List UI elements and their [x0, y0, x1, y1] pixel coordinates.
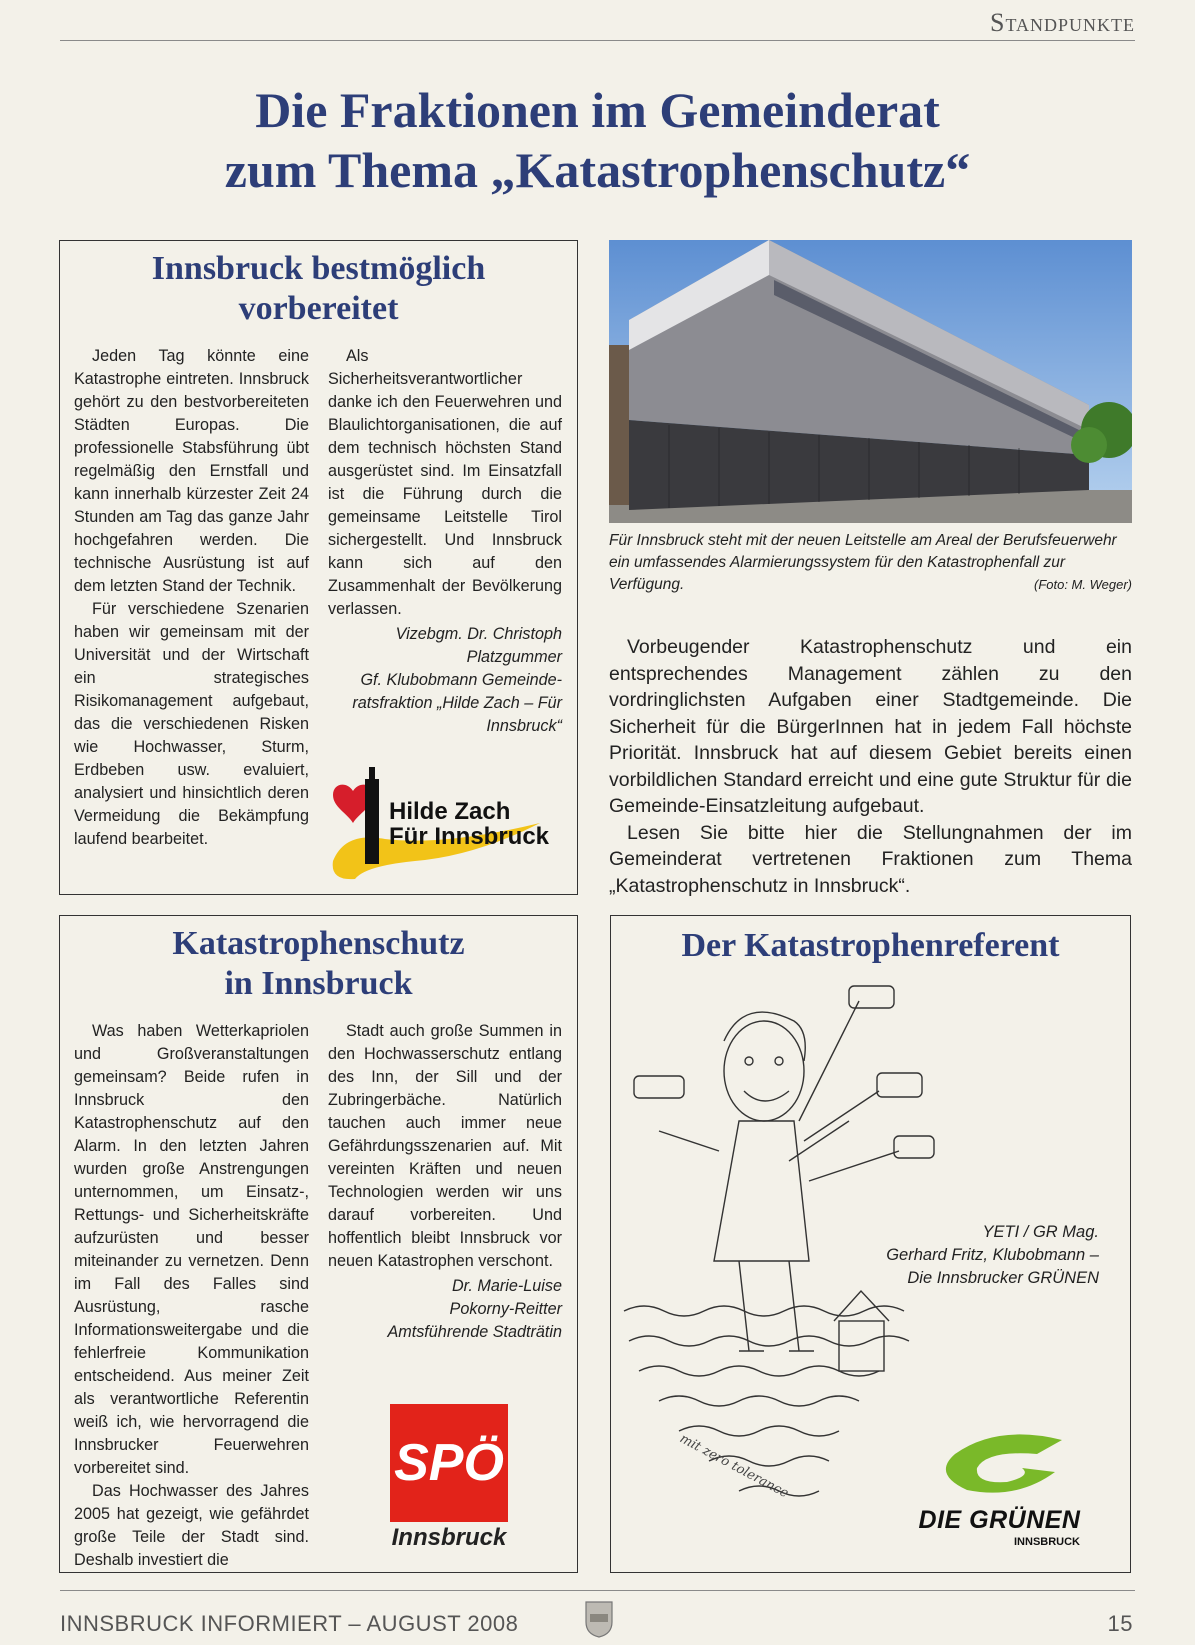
spoe-logo	[390, 1404, 508, 1522]
footer-publication: INNSBRUCK INFORMIERT – AUGUST 2008	[60, 1611, 519, 1636]
signature-line: Vizebgm. Dr. Christoph	[395, 625, 562, 643]
gruene-logo-text: DIE GRÜNEN	[918, 1506, 1081, 1534]
innsbruck-crest-icon	[584, 1600, 614, 1638]
paragraph: Was haben Wetterkapriolen und Großveranstaltungen gemeinsam? Beide rufen in Innsbruck den Katastrophenschutz auf den Alarm. In den letzten Jahren wurden große Anstrengungen unternommen, um Einsatz-, Rettungs- und Sicherheitskräfte aufzurüsten und besser miteinander zu vernetzen. Denn im Fall des Falles sind Ausrüstung, rasche Informationsweitergabe und die fehlerfreie Kommunikation entscheidend. Aus meiner Zeit als verantwortliche Referentin weiß ich, wie hervorragend die Innsbrucker Feuerwehren vorbereitet sind.	[74, 1022, 309, 1477]
credit-line: Die Innsbrucker GRÜNEN	[907, 1269, 1099, 1287]
paragraph: Für verschiedene Szenarien haben wir gemeinsam mit der Universität und der Wirtschaft ein strategisches Risikomanagement aufgebaut, das die verschiedenen Risken wie Hochwasser, Sturm, Erdbeben usw. evaluiert, analysiert und hinsichtlich deren Vermeidung die Bekämpfung laufend bearbeitet.	[74, 600, 309, 848]
box1-column-2	[328, 345, 562, 738]
paragraph: Das Hochwasser des Jahres 2005 hat gezeigt, wie gefährdet große Teile der Stadt sind. Deshalb investiert die	[74, 1482, 309, 1569]
box3-title: Der Katastrophenreferent	[681, 927, 1060, 964]
gruene-logo	[907, 1432, 1092, 1562]
signature-line: Platzgummer	[466, 648, 562, 666]
sketch-caption: mit zero tolerance	[677, 1431, 791, 1502]
signature-line: Gf. Klubobmann Gemeinde-	[360, 671, 562, 689]
fire-station-building-image	[609, 240, 1132, 523]
headline-line-1: Die Fraktionen im Gemeinderat	[255, 82, 940, 138]
paragraph: Jeden Tag könnte eine Katastrophe eintreten. Innsbruck gehört zu den bestvorbereiteten Städten Europas. Die professionelle Stabsführung übt regelmäßig den Ernstfall und kann innerhalb kürzester Zeit 24 Stunden am Tag das ganze Jahr hochgefahren werden. Die technische Ausrüstung ist auf dem letzten Stand der Technik.	[74, 347, 309, 595]
article-box-spoe	[59, 915, 578, 1573]
intro-text	[609, 634, 1132, 899]
footer-rule	[60, 1590, 1135, 1591]
signature-line: ratsfraktion „Hilde Zach – Für	[352, 694, 562, 712]
hilde-zach-logo	[325, 761, 570, 886]
credit-line: YETI / GR Mag.	[982, 1223, 1099, 1241]
photo-credit: (Foto: M. Weger)	[1033, 577, 1132, 592]
header-rule	[60, 40, 1135, 41]
paragraph: Stadt auch große Summen in den Hochwasserschutz entlang des Inn, der Sill und der Zubringerbäche. Natürlich tauchen auch immer neue Gefährdungsszenarien auf. Mit vereinten Kräften und neuen Technologien werden wir uns darauf vorbereiten. Und hoffentlich bleibt Innsbruck vor neuen Katastrophen verschont.	[328, 1022, 562, 1270]
signature-line: Innsbruck“	[486, 717, 562, 735]
box1-column-1	[74, 345, 309, 851]
box2-column-2	[328, 1020, 562, 1344]
signature-line: Amtsführende Stadträtin	[387, 1323, 562, 1341]
footer-page-number: 15	[1107, 1611, 1133, 1636]
signature-line: Dr. Marie-Luise	[451, 1277, 562, 1295]
photo-caption-text: Für Innsbruck steht mit der neuen Leitstelle am Areal der Berufsfeuerwehr ein umfassendes Alarmierungssystem für den Katastrophenfall zur Verfügung.	[609, 532, 1117, 593]
box3-credit	[841, 1221, 1099, 1290]
box2-signature	[328, 1275, 562, 1344]
section-label: Standpunkte	[989, 8, 1135, 37]
headline-line-2: zum Thema „Katastrophenschutz“	[224, 142, 971, 198]
spoe-logo-text: SPÖ	[394, 1434, 504, 1492]
box1-title	[60, 249, 577, 329]
page-headline	[60, 80, 1135, 200]
box1-title-line-2: vorbereitet	[238, 290, 399, 327]
box1-title-line-1: Innsbruck bestmöglich	[151, 250, 486, 287]
box1-signature	[328, 623, 562, 738]
article-box-oevp	[59, 240, 578, 895]
paragraph: Lesen Sie bitte hier die Stellungnahmen der im Gemeinderat vertretenen Fraktionen zum Thema „Katastrophenschutz in Innsbruck“.	[609, 821, 1132, 897]
credit-line: Gerhard Fritz, Klubobmann –	[886, 1246, 1099, 1264]
signature-line: Pokorny-Reitter	[449, 1300, 562, 1318]
box2-title	[60, 924, 577, 1004]
spoe-logo-subtitle: Innsbruck	[391, 1524, 507, 1551]
logo-line: Für Innsbruck	[389, 823, 550, 850]
gruene-logo-mark	[937, 1432, 1067, 1500]
logo-line: Hilde Zach	[389, 798, 511, 825]
gruene-logo-subtitle: INNSBRUCK	[1014, 1536, 1080, 1548]
article-box-gruene	[610, 915, 1131, 1573]
box2-title-line-1: Katastrophenschutz	[172, 925, 465, 962]
paragraph: Als Sicherheitsverantwortlicher danke ich den Feuerwehren und Blaulichtorganisationen, die auf dem technisch höchsten Stand ausgerüstet sind. Im Einsatzfall ist die Führung durch die gemeinsame Leitstelle Tirol sichergestellt. Und Innsbruck kann sich auf den Zusammenhalt der Bevölkerung verlassen.	[328, 347, 562, 618]
hilde-zach-logo-text	[389, 799, 549, 849]
paragraph: Vorbeugender Katastrophenschutz und ein entsprechendes Management zählen zu den vordringlichsten Aufgaben einer Stadtgemeinde. Die Sicherheit für die BürgerInnen hat in jedem Fall höchste Priorität. Innsbruck hat auf diesem Gebiet bereits einen vorbildlichen Standard erreicht und eine gute Struktur für die Gemeinde-Einsatzleitung aufgebaut.	[609, 636, 1132, 817]
box2-column-1	[74, 1020, 309, 1572]
photo-caption	[609, 530, 1132, 596]
fire-station-photo	[609, 240, 1132, 523]
box2-title-line-2: in Innsbruck	[224, 965, 413, 1002]
